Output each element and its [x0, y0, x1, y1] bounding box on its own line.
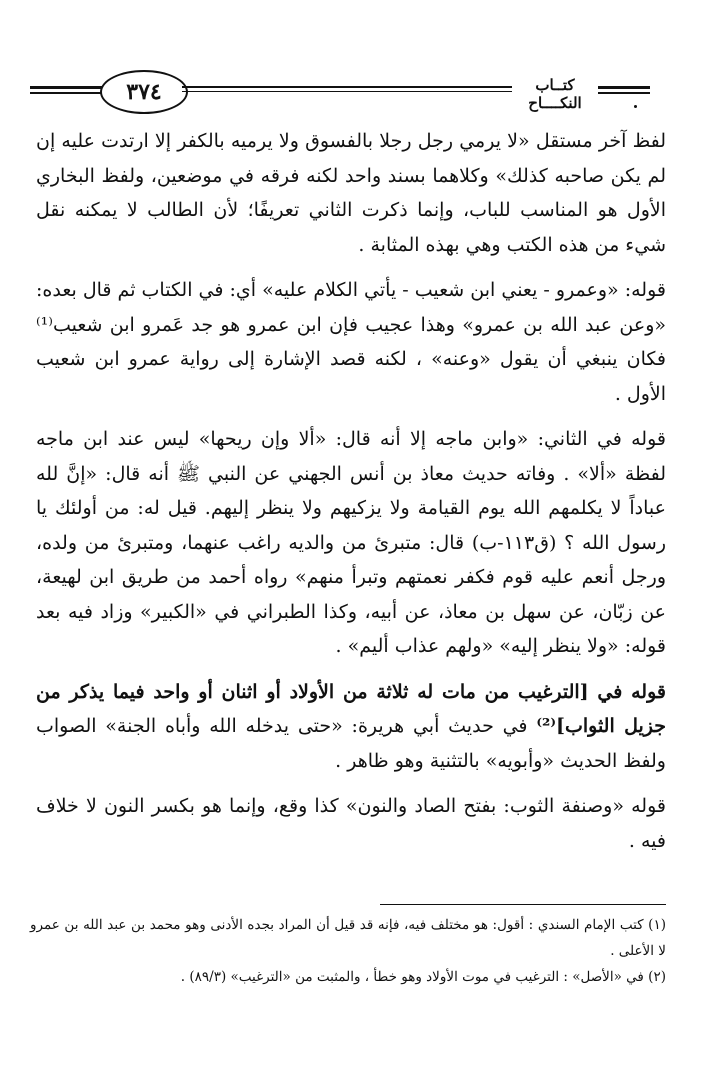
page-header [30, 70, 650, 116]
page-number: ٣٧٤ [100, 70, 188, 114]
footnotes [30, 912, 666, 990]
header-rule [30, 92, 102, 94]
main-text [36, 124, 666, 869]
paragraph: قوله «وصنفة الثوب: بفتح الصاد والنون» كذا وقع، وإنما هو بكسر النون لا خلاف فيه . [36, 795, 666, 852]
paragraph-continuation: في حديث أبي هريرة: «حتى يدخله الله وأباه الجنة» الصواب ولفظ الحديث «وأبويه» بالتثنية وهو ظاهر . [36, 715, 666, 772]
header-rule [598, 86, 650, 89]
book-title: كتــاب النكــــاح [512, 76, 598, 112]
paragraph: قوله: «وعمرو - يعني ابن شعيب - يأتي الكلام عليه» أي: في الكتاب ثم قال بعده: «وعن عبد الله بن عمرو» وهذا عجيب فإن ابن عمرو هو جد عَمرو ابن شعيب⁽¹⁾ فكان ينبغي أن يقول «وعنه» ، لكنه قصد الإشارة إلى رواية عمرو ابن شعيب الأول . [36, 279, 666, 405]
ornament-dot [634, 105, 637, 108]
header-rule [182, 91, 512, 92]
header-rule [30, 86, 102, 89]
chapter-heading: قوله في [الترغيب من مات له ثلاثة من الأولاد أو اثنان أو واحد فيما يذكر من جزيل الثواب]⁽²⁾ [36, 680, 667, 737]
header-rule [182, 86, 512, 88]
footnote: (٢) في «الأصل» : الترغيب في موت الأولاد وهو خطأ ، والمثبت من «الترغيب» (٨٩/٣) . [180, 969, 666, 985]
header-rule [598, 92, 650, 94]
paragraph [36, 675, 666, 779]
paragraph: لفظ آخر مستقل «لا يرمي رجل رجلا بالفسوق ولا يرميه بالكفر إلا ارتدت عليه إن لم يكن صاحبه كذلك» وكلاهما بسند واحد لكنه فرقه في موضعين، ولفظ البخاري الأول هو المناسب للباب، وإنما ذكرت الثاني تعريفًا؛ لأن الطالب لا يمكنه نقل شيء من هذه الكتب وهي بهذه المثابة . [36, 130, 666, 256]
paragraph: قوله في الثاني: «وابن ماجه إلا أنه قال: «ألا وإن ريحها» ليس عند ابن ماجه لفظة «ألا» . وفاته حديث معاذ بن أنس الجهني عن النبي ﷺ أنه قال: «إنَّ لله عباداً لا يكلمهم الله يوم القيامة ولا يزكيهم ولا ينظر إليهم. قيل له: من أولئك يا رسول الله ؟ (ق١١٣-ب) قال: متبرئ من والديه راغب عنهما، ومتبرئ من ولده، ورجل أنعم عليه قوم فكفر نعمتهم وتبرأ منهم» رواه أحمد من طريق ابن لهيعة، عن زبّان، عن سهل بن معاذ، عن أبيه، وكذا الطبراني في «الكبير» وزاد فيه بعد قوله: «ولا ينظر إليه» «ولهم عذاب أليم» . [36, 428, 666, 657]
footnote-divider [380, 904, 666, 905]
footnote: (١) كتب الإمام السندي : أقول: هو مختلف فيه، فإنه قد قيل أن المراد بجده الأدنى وهو محمد بن عبد الله بن عمرو لا الأعلى . [30, 917, 666, 959]
